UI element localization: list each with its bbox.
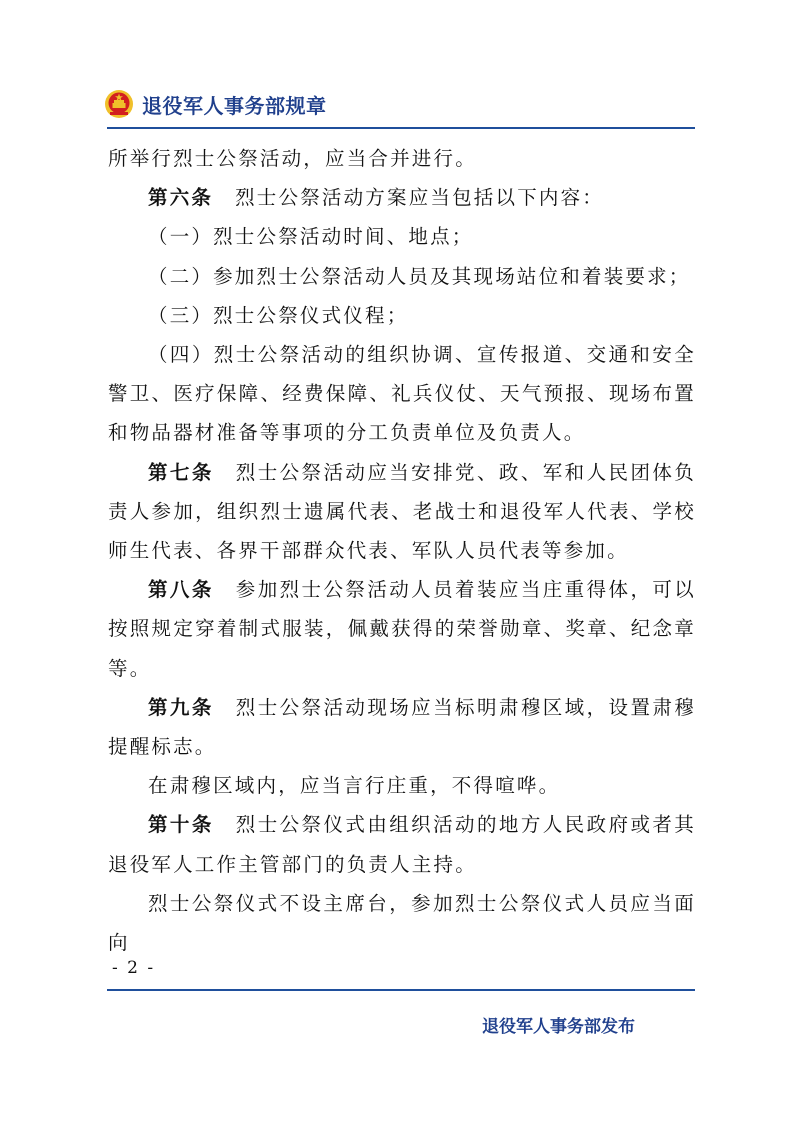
list-item: （四）烈士公祭活动的组织协调、宣传报道、交通和安全警卫、医疗保障、经费保障、礼兵仪仗、天气预报、现场布置和物品器材准备等事项的分工负责单位及负责人。 [108,343,696,445]
article-text: 烈士公祭活动应当安排党、政、军和人民团体负责人参加，组织烈士遗属代表、老战士和退役军人代表、学校师生代表、各界干部群众代表、军队人员代表等参加。 [108,460,696,563]
paragraph: 所举行烈士公祭活动，应当合并进行。 [108,147,477,170]
national-emblem-icon [104,89,134,119]
list-item: （二）参加烈士公祭活动人员及其现场站位和着装要求； [148,264,691,288]
article-heading: 第九条 [148,695,214,719]
article-9 [108,688,696,766]
paragraph: 在肃穆区域内，应当言行庄重，不得喧哗。 [148,774,561,798]
article-7 [108,453,696,571]
article-text: 参加烈士公祭活动人员着装应当庄重得体，可以按照规定穿着制式服装，佩戴获得的荣誉勋章、奖章、纪念章等。 [108,578,696,680]
article-6 [108,178,696,217]
document-header [104,84,327,124]
document-body [108,139,696,962]
page-number: - 2 - [112,958,156,978]
article-text: 烈士公祭活动现场应当标明肃穆区域，设置肃穆提醒标志。 [108,695,696,759]
footer-divider [107,989,695,991]
header-title: 退役军人事务部规章 [142,93,327,118]
article-heading: 第六条 [148,186,214,210]
footer-publisher: 退役军人事务部发布 [482,1017,635,1037]
list-item: （一）烈士公祭活动时间、地点； [148,225,474,249]
article-heading: 第十条 [148,813,214,837]
article-10 [108,805,696,883]
article-text: 烈士公祭活动方案应当包括以下内容： [235,186,605,210]
article-heading: 第八条 [148,578,214,602]
article-text: 烈士公祭仪式由组织活动的地方人民政府或者其退役军人工作主管部门的负责人主持。 [108,813,696,876]
list-item: （三）烈士公祭仪式仪程； [148,303,409,327]
article-heading: 第七条 [148,460,214,484]
paragraph: 烈士公祭仪式不设主席台，参加烈士公祭仪式人员应当面向 [108,891,696,955]
header-divider [107,127,695,129]
article-8 [108,570,696,688]
